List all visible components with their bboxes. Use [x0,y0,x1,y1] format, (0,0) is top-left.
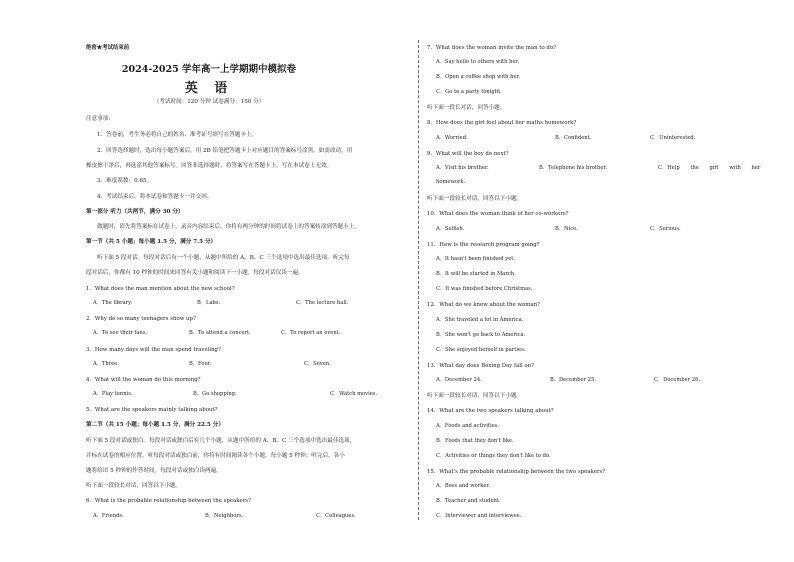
question-8: 8．How does the girl feel about her maths homework? [427,120,577,126]
q13-option-c[interactable]: C．December 26. [654,377,701,383]
q11-option-c[interactable]: C．It was finished before Christmas. [436,286,533,292]
question-12: 12．What do we know about the woman? [427,302,540,308]
question-6: 6．What is the probable relationship between the speakers? [86,498,251,504]
part1-heading: 第一部分 听力（共两节，满分 30 分） [86,209,184,215]
q9-option-a[interactable]: A．Visit his brother. [436,165,489,171]
q6-option-a[interactable]: A．Friends. [93,513,124,519]
notes-heading: 注意事项： [86,116,114,122]
section1-instruction: 段对话后，你都有 10 秒钟的时间来回答有关小题和阅读下一小题。每段对话仅读一遍。 [86,270,304,276]
confidential-note: 绝密★考试结束前 [86,45,130,51]
question-1: 1．What does the man mention about the new school? [86,286,235,292]
q2-option-c[interactable]: C．To report an event. [281,330,341,336]
q4-option-a[interactable]: A．Play tennis. [93,391,133,397]
section1-heading: 第一节（共 5 小题；每小题 1.5 分，满分 7.5 分） [86,239,217,245]
q7-option-b[interactable]: B．Open a coffee shop with her. [436,74,521,80]
q14-option-b[interactable]: B．Foods that they don't like. [436,438,514,444]
q12-option-b[interactable]: B．She won't go back to America. [436,332,526,338]
section2-heading: 第二节（共 15 小题；每小题 1.5 分，满分 22.5 分） [86,422,224,428]
question-13: 13．What day does Boxing Day fall on? [427,363,535,369]
section2-instruction: 并标在试卷的相应位置。听每段对话或独白前，你将有时间阅读各个小题，每小题 5 秒钟；听完后，各小 [86,453,345,459]
q15-option-b[interactable]: B．Teacher and student. [436,498,501,504]
q10-option-a[interactable]: A．Selfish. [436,226,465,232]
listen-instruction: 听下面一段较长对话，回答以下小题。 [427,196,523,202]
q11-option-a[interactable]: A．It hasn't been finished yet. [436,256,516,262]
question-11: 11．How is the research program going? [427,242,540,248]
question-14: 14．What are the two speakers talking about? [427,408,554,414]
listen-instruction: 听下面一段较长对话，回答以下小题。 [427,393,523,399]
q13-option-a[interactable]: A．December 24. [436,377,482,383]
q13-option-b[interactable]: B．December 25. [550,377,596,383]
note-item: 4．考试结束后，将本试卷和答题卡一并交回。 [97,194,213,200]
q9-option-c-continued: homework. [436,179,466,185]
column-divider [418,40,419,520]
q12-option-a[interactable]: A．She traveled a lot in America. [436,317,524,323]
section1-instruction: 听下面 5 段对话。每段对话后有一个小题，从题中所给的 A、B、C 三个选项中选出最佳选项。听完每 [97,255,350,261]
q4-option-b[interactable]: B．Go shopping. [193,391,237,397]
q11-option-b[interactable]: B．It will be started in March. [436,271,516,277]
note-item: 橡皮擦干净后，再选涂其他答案标号。回答非选择题时，将答案写在答题卡上。写在本试卷上无效。 [86,163,333,169]
question-7: 7．What does the woman invite the man to do? [427,45,557,51]
q8-option-c[interactable]: C．Uninterested. [650,135,696,141]
question-15: 15．What's the probable relationship between the two speakers? [427,469,606,475]
question-5: 5．What are the speakers mainly talking about? [86,407,218,413]
q6-option-c[interactable]: C．Colleagues. [316,513,356,519]
question-2: 2．Why do so many teenagers show up? [86,316,196,322]
q9-option-b[interactable]: B．Telephone his brother. [539,165,607,171]
q15-option-a[interactable]: A．Boss and worker. [436,483,491,489]
subject-title: 英 语 [184,81,234,96]
question-3: 3．How many days will the man spend traveling? [86,347,221,353]
q7-option-a[interactable]: A．Say hello to others with her. [436,59,520,65]
exam-info: （考试时间：120 分钟 试卷满分：150 分） [153,99,265,105]
section2-instruction: 听下面 5 段对话或独白。每段对话或独白后有几个小题，从题中所给的 A、B、C 三个选项中选出最佳选项， [86,438,356,444]
q3-option-c[interactable]: C．Seven. [304,361,331,367]
q4-option-c[interactable]: C．Watch movies. [330,391,378,397]
section2-instruction: 题将给出 5 秒钟的作答时间。每段对话或独白读两遍。 [86,468,222,474]
note-item: 2．回答选择题时，选出每小题答案后，用 2B 铅笔把答题卡上对应题目的答案标号涂黑。如需改动，用 [97,148,353,154]
note-item: 3．难度系数：0.65。 [97,178,153,184]
listen-instruction: 听下面一段长对话，回答小题。 [427,105,506,111]
q3-option-a[interactable]: A．Three. [93,361,120,367]
q3-option-b[interactable]: B．Four. [189,361,212,367]
question-10: 10．What does the woman think of her co-workers? [427,211,569,217]
q14-option-a[interactable]: A．Foods and activities. [436,423,499,429]
q10-option-c[interactable]: C．Serious. [650,226,681,232]
exam-title: 2024-2025 学年高一上学期期中模拟卷 [121,64,297,75]
question-4: 4．What will the woman do this morning? [86,377,201,383]
listen-instruction: 听下面一段较长对话，回答以下小题。 [86,483,182,489]
q12-option-c[interactable]: C．She enjoyed herself in parties. [436,347,526,353]
q2-option-b[interactable]: B．To attend a concert. [189,330,251,336]
q2-option-a[interactable]: A．To see their fans. [93,330,148,336]
q15-option-c[interactable]: C．Interviewer and interviewee. [436,513,522,519]
note-item: 1．答卷前，考生务必将自己的姓名、准考证号填写在答题卡上。 [97,132,258,138]
q8-option-a[interactable]: A．Worried. [436,135,468,141]
q7-option-c[interactable]: C．Go to a party tonight. [436,89,502,95]
q14-option-c[interactable]: C．Activities or things they don't like to do. [436,453,551,459]
q1-option-a[interactable]: A．The library. [93,300,133,306]
part1-intro: 做题时，请先将答案标在试卷上。录音内容结束后，你将有两分钟的时间将试卷上的答案转涂到答题卡上。 [97,224,360,230]
q9-option-c[interactable]: C．Help the girl with her [658,165,761,171]
q8-option-b[interactable]: B．Confident. [555,135,592,141]
question-9: 9．What will the boy do next? [427,151,509,157]
q6-option-b[interactable]: B．Neighbors. [205,513,244,519]
q1-option-b[interactable]: B．Labs. [197,300,221,306]
q1-option-c[interactable]: C．The lecture hall. [296,300,349,306]
q10-option-b[interactable]: B．Nice. [555,226,578,232]
